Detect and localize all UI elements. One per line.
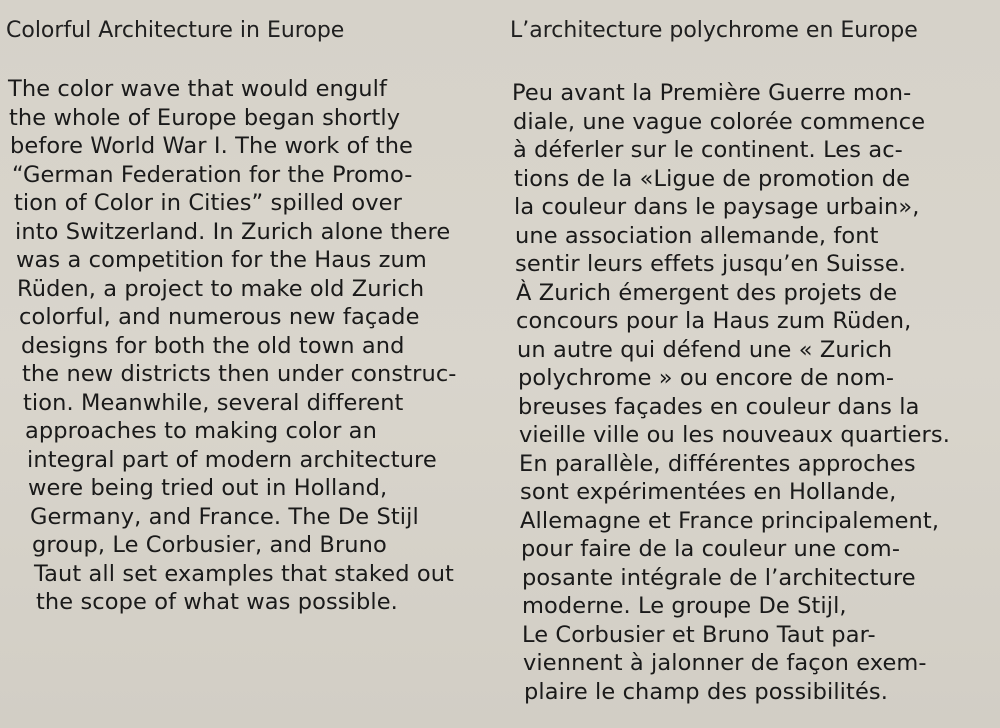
french-line: sont expérimentées en Hollande, — [520, 479, 897, 505]
french-line: Le Corbusier et Bruno Taut par- — [522, 621, 876, 648]
english-title: Colorful Architecture in Europe — [6, 18, 345, 43]
french-line: polychrome » ou encore de nom- — [518, 365, 895, 391]
french-line: diale, une vague colorée commence — [513, 108, 926, 135]
french-line: un autre qui défend une « Zurich — [517, 336, 893, 363]
english-line: “German Federation for the Promo- — [12, 161, 413, 188]
english-line: integral part of modern architecture — [27, 446, 437, 473]
french-line: À Zurich émergent des projets de — [516, 279, 898, 306]
english-line: Taut all set examples that staked out — [34, 560, 454, 587]
english-body — [6, 75, 457, 617]
french-line: pour faire de la couleur une com- — [521, 536, 901, 562]
english-line: colorful, and numerous new façade — [19, 304, 420, 330]
french-line: breuses façades en couleur dans la — [518, 393, 920, 420]
english-line: were being tried out in Holland, — [28, 475, 388, 501]
french-line: posante intégrale de l’architecture — [522, 564, 916, 591]
english-line: approaches to making color an — [25, 418, 377, 444]
french-line: tions de la «Ligue de promotion de — [514, 165, 911, 192]
french-line: Peu avant la Première Guerre mon- — [512, 80, 912, 106]
french-line: une association allemande, font — [515, 222, 879, 249]
french-line: la couleur dans le paysage urbain», — [514, 194, 920, 220]
french-body — [510, 79, 950, 706]
french-line: sentir leurs effets jusqu’en Suisse. — [515, 251, 907, 277]
english-line: into Switzerland. In Zurich alone there — [15, 218, 451, 245]
french-line: Allemagne et France principalement, — [520, 507, 940, 534]
english-line: group, Le Corbusier, and Bruno — [32, 532, 387, 558]
english-line: tion of Color in Cities” spilled over — [14, 190, 402, 216]
french-line: concours pour la Haus zum Rüden, — [516, 308, 912, 334]
english-line: the new districts then under construc- — [22, 361, 457, 387]
english-line: before World War I. The work of the — [10, 133, 413, 159]
french-line: moderne. Le groupe De Stijl, — [522, 593, 847, 619]
french-line: En parallèle, différentes approches — [519, 450, 916, 477]
french-line: viennent à jalonner de façon exem- — [523, 650, 927, 676]
english-line: was a competition for the Haus zum — [16, 247, 427, 273]
english-line: designs for both the old town and — [21, 332, 405, 359]
french-line: à déferler sur le continent. Les ac- — [513, 137, 903, 163]
french-line: vieille ville ou les nouveaux quartiers. — [519, 422, 950, 448]
french-title: L’architecture polychrome en Europe — [510, 18, 918, 43]
english-line: tion. Meanwhile, several different — [23, 389, 404, 416]
english-line: the scope of what was possible. — [36, 589, 398, 615]
english-line: the whole of Europe began shortly — [9, 104, 401, 131]
english-line: Rüden, a project to make old Zurich — [17, 275, 425, 302]
french-line: plaire le champ des possibilités. — [524, 678, 888, 705]
english-line: Germany, and France. The De Stijl — [30, 503, 419, 530]
english-line: The color wave that would engulf — [8, 76, 388, 102]
